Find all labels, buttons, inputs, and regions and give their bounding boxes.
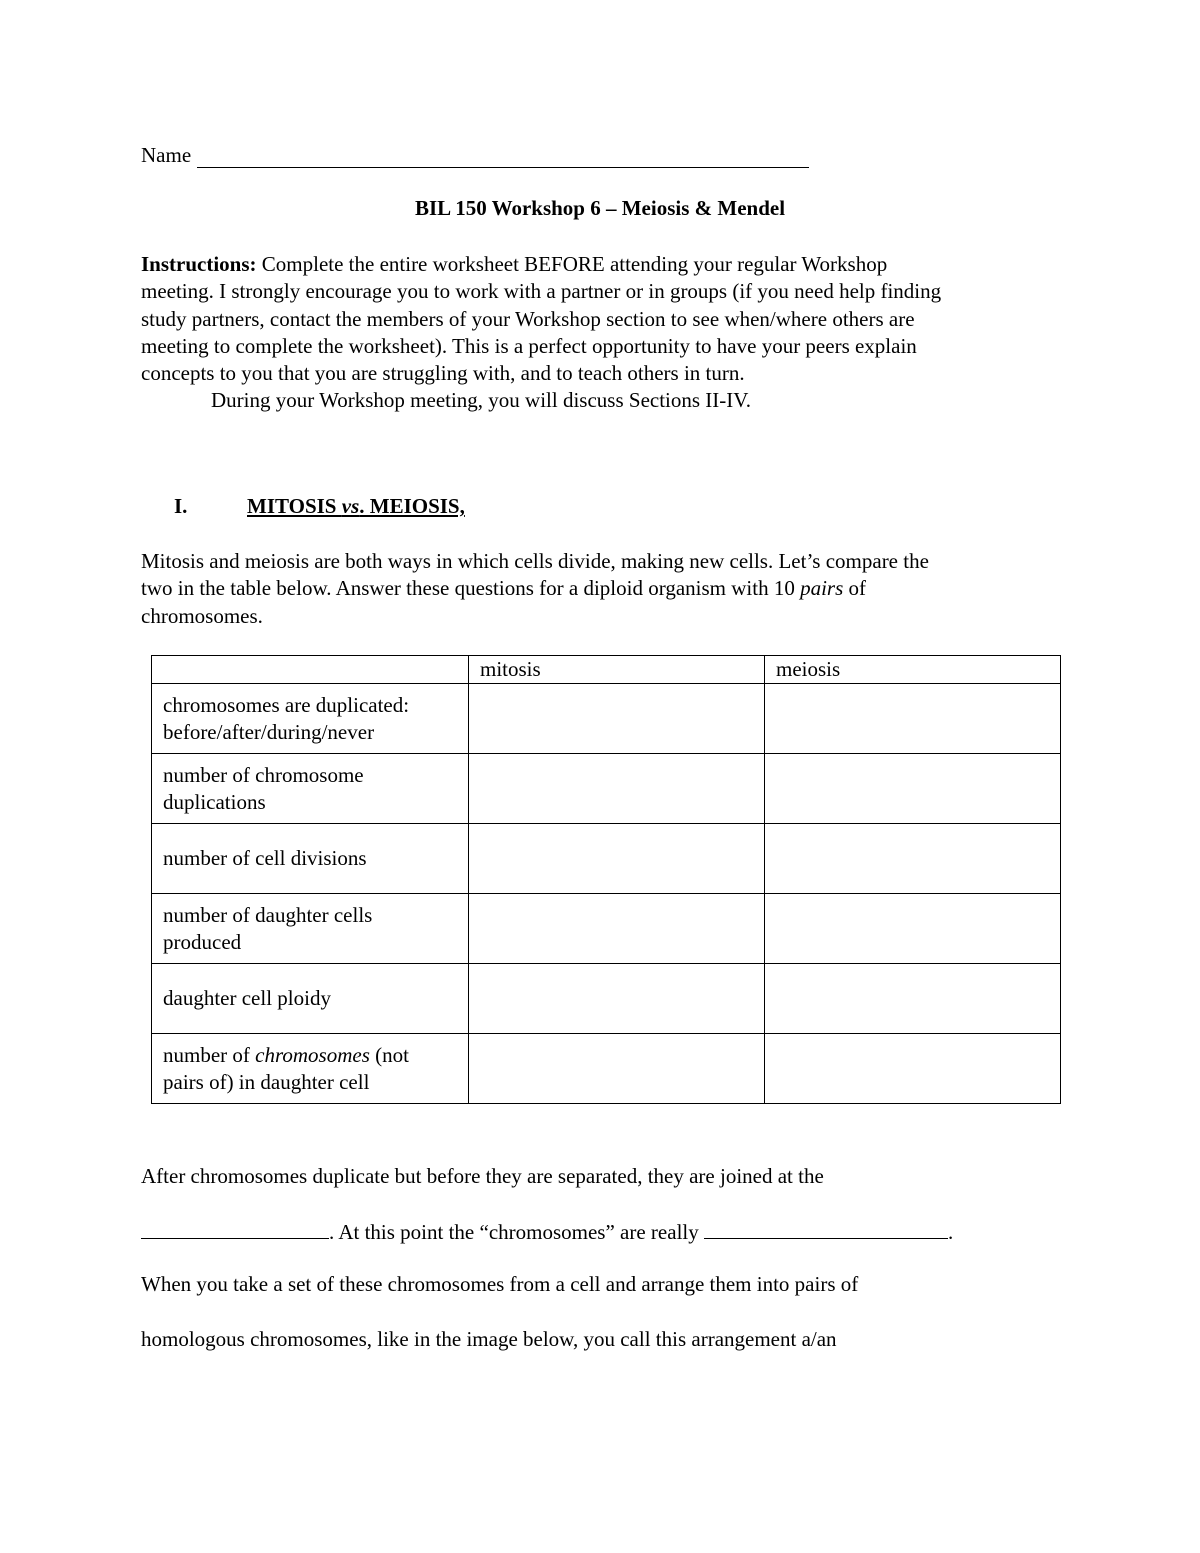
question-2-text: . At this point the “chromosomes” are really — [329, 1220, 704, 1244]
row-label-line-1: number of cell divisions — [163, 846, 367, 870]
row-label-daughter-cells — [152, 894, 469, 964]
name-label: Name — [141, 143, 192, 167]
intro-line-2-a: two in the table below. Answer these questions for a diploid organism with 10 — [141, 576, 801, 601]
intro-line-1: Mitosis and meiosis are both ways in which cells divide, making new cells. Let’s compare the — [141, 549, 929, 573]
intro-line-3: chromosomes. — [141, 603, 263, 628]
row-label-line-1: number of daughter cells — [163, 902, 373, 927]
question-2-period: . — [948, 1220, 954, 1244]
instructions-line-6: During your Workshop meeting, you will discuss Sections II-IV. — [211, 388, 751, 413]
table-row — [152, 894, 1061, 964]
question-2-row — [141, 1218, 953, 1245]
answer-cell-mitosis[interactable] — [469, 824, 765, 894]
answer-cell-mitosis[interactable] — [469, 1034, 765, 1104]
question-3-text: When you take a set of these chromosomes from a cell and arrange them into pairs of — [141, 1272, 859, 1296]
blank-centromere[interactable] — [141, 1218, 329, 1239]
row-label-line-1: chromosomes are duplicated: — [163, 692, 410, 717]
answer-cell-meiosis[interactable] — [765, 684, 1061, 754]
table-header-mitosis: mitosis — [469, 656, 765, 684]
mitosis-meiosis-table — [151, 655, 1061, 1104]
answer-cell-meiosis[interactable] — [765, 894, 1061, 964]
name-blank-line[interactable] — [197, 147, 809, 168]
answer-cell-meiosis[interactable] — [765, 754, 1061, 824]
row-label-ploidy — [152, 964, 469, 1034]
intro-paragraph — [141, 548, 1061, 630]
instructions-paragraph — [141, 251, 1061, 415]
intro-line-2 — [141, 575, 1061, 602]
row-label-line-2: produced — [163, 929, 242, 954]
section-title-part-2: . MEIOSIS, — [359, 494, 465, 518]
table-header-meiosis: meiosis — [765, 656, 1061, 684]
instructions-text-1: Complete the entire worksheet BEFORE attending your regular Workshop — [256, 252, 888, 276]
answer-cell-mitosis[interactable] — [469, 894, 765, 964]
answer-cell-meiosis[interactable] — [765, 1034, 1061, 1104]
table-header-cell-blank — [152, 656, 469, 684]
instructions-line-1 — [141, 251, 1061, 278]
question-4-text: homologous chromosomes, like in the image below, you call this arrangement a/an — [141, 1327, 837, 1351]
row-label-cell-divisions — [152, 824, 469, 894]
answer-cell-mitosis[interactable] — [469, 964, 765, 1034]
section-number: I. — [174, 494, 188, 518]
instructions-line-5: concepts to you that you are struggling with, and to teach others in turn. — [141, 361, 745, 386]
row-label-line-1: number of chromosome — [163, 762, 364, 787]
section-title-part-1: MITOSIS — [247, 494, 342, 518]
row-label-chromosome-count — [152, 1034, 469, 1104]
question-1-text: After chromosomes duplicate but before they are separated, they are joined at the — [141, 1164, 824, 1188]
section-title — [247, 494, 465, 519]
instructions-line-4: meeting to complete the worksheet). This is a perfect opportunity to have your peers explain — [141, 333, 917, 358]
row-label-line-2: before/after/during/never — [163, 719, 375, 744]
row-label-chromosomes-emphasis: chromosomes — [255, 1042, 370, 1067]
row-label-line-1-a: number of — [163, 1042, 256, 1067]
name-field-row — [141, 143, 809, 168]
answer-cell-mitosis[interactable] — [469, 684, 765, 754]
answer-cell-meiosis[interactable] — [765, 824, 1061, 894]
row-label-line-1-b: (not — [369, 1042, 409, 1067]
section-title-vs: vs — [341, 494, 360, 518]
intro-line-2-b: of — [843, 576, 867, 601]
row-label-line-2: pairs of) in daughter cell — [163, 1069, 370, 1094]
row-label-line-2: duplications — [163, 789, 266, 814]
table-row — [152, 824, 1061, 894]
table-row — [152, 1034, 1061, 1104]
row-label-duplication-timing — [152, 684, 469, 754]
instructions-line-3: study partners, contact the members of your Workshop section to see when/where others are — [141, 306, 915, 331]
blank-chromatids[interactable] — [704, 1218, 948, 1239]
worksheet-title: BIL 150 Workshop 6 – Meiosis & Mendel — [414, 196, 786, 220]
table-row — [152, 684, 1061, 754]
answer-cell-meiosis[interactable] — [765, 964, 1061, 1034]
instructions-label: Instructions: — [141, 252, 257, 276]
answer-cell-mitosis[interactable] — [469, 754, 765, 824]
row-label-line-1: daughter cell ploidy — [163, 986, 331, 1010]
table-row — [152, 964, 1061, 1034]
intro-pairs-emphasis: pairs — [800, 576, 844, 601]
row-label-duplications — [152, 754, 469, 824]
table-row — [152, 754, 1061, 824]
instructions-line-2: meeting. I strongly encourage you to work with a partner or in groups (if you need help finding — [141, 279, 942, 304]
table-header-row — [152, 656, 1061, 684]
